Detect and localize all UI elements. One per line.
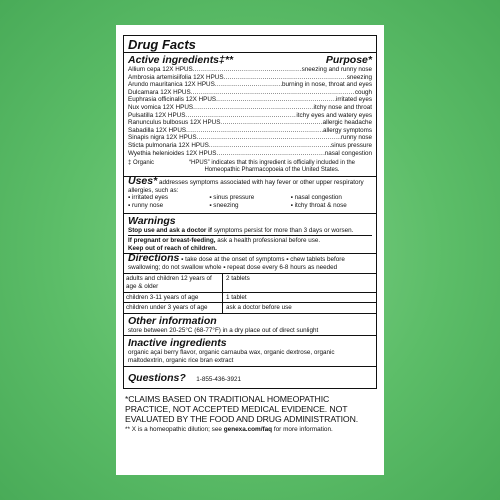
- ingredient-row: [128, 89, 372, 97]
- warn2-bold: If pregnant or breast-feeding,: [128, 237, 216, 245]
- faq-link[interactable]: genexa.com/faq: [223, 425, 273, 433]
- use-item: ▪ itchy throat & nose: [290, 201, 347, 209]
- inactive-text: organic açaí berry flavor, organic carnauba wax, organic dextrose, organic maltodextrin, organic rice bran extract: [128, 349, 335, 365]
- questions-phone: 1-855-436-3921: [196, 375, 242, 383]
- dilution-note-suffix: for more information.: [272, 425, 333, 433]
- leader-dots: [186, 127, 323, 135]
- use-item: ▪ sinus pressure: [209, 194, 255, 202]
- ingredient-purpose: burning in nose, throat and eyes: [282, 81, 372, 89]
- leader-dots: [224, 74, 347, 82]
- dosage-row: [124, 303, 376, 313]
- leader-dots: [209, 142, 331, 150]
- use-item: ▪ runny nose: [128, 201, 164, 209]
- ingredient-name: Euphrasia officinalis 12X HPUS: [128, 96, 217, 104]
- hpus-note-text: “HPUS” indicates that this ingredient is officially included in the Homeopathic Pharmacopoeia of the United States.: [189, 160, 355, 174]
- drug-facts-title: Drug Facts: [124, 36, 376, 53]
- dosage-amount: 2 tablets: [226, 275, 250, 283]
- warn3-text: Keep out of reach of children.: [128, 244, 217, 252]
- ingredient-name: Dulcamara 12X HPUS: [128, 88, 191, 96]
- ingredient-row: [128, 134, 372, 142]
- dilution-note: [123, 426, 377, 434]
- drug-facts-label: [116, 25, 384, 475]
- leader-dots: [220, 119, 322, 127]
- warnings-section: [124, 213, 376, 254]
- leader-dots: [185, 112, 296, 120]
- purpose-heading: Purpose*: [325, 54, 372, 66]
- other-info-heading: Other information: [128, 314, 217, 327]
- warn2-text: ask a health professional before use.: [215, 237, 321, 245]
- ingredient-name: Sticta pulmonaria 12X HPUS: [128, 141, 209, 149]
- ingredient-row: [128, 127, 372, 135]
- dosage-amount: ask a doctor before use: [226, 304, 292, 312]
- leader-dots: [193, 66, 302, 74]
- use-item: ▪ nasal congestion: [290, 194, 342, 202]
- hpus-note: [128, 160, 372, 176]
- ingredient-purpose: itchy nose and throat: [313, 103, 372, 111]
- other-info-text: store between 20-25°C (68-77°F) in a dry place out of direct sunlight: [128, 326, 319, 334]
- leader-dots: [193, 104, 313, 112]
- uses-list: [128, 194, 372, 211]
- questions-section: [124, 366, 376, 388]
- uses-section: [124, 176, 376, 212]
- ingredient-row: [128, 142, 372, 150]
- leader-dots: [215, 81, 282, 89]
- ingredient-name: Allium cepa 12X HPUS: [128, 66, 193, 73]
- leader-dots: [197, 134, 341, 142]
- ingredient-name: Pulsatilla 12X HPUS: [128, 111, 186, 119]
- use-item: ▪ irritated eyes: [128, 194, 169, 202]
- dilution-note-text: ** X is a homeopathic dilution; see: [125, 425, 224, 433]
- active-ingredients-heading: Active ingredients‡**: [128, 54, 234, 66]
- ingredient-row: [128, 74, 372, 82]
- dosage-row: [124, 274, 376, 292]
- ingredient-name: Sinapis nigra 12X HPUS: [128, 134, 197, 142]
- ingredient-purpose: irritated eyes: [335, 96, 372, 104]
- directions-text: ▪ take dose at the onset of symptoms ▪ chew tablets before swallowing; do not swallow whole ▪ repeat dose every 6-8 hours as needed: [128, 256, 345, 271]
- dosage-age: children 3-11 years of age: [124, 293, 223, 303]
- ingredient-name: Arundo mauritanica 12X HPUS: [128, 81, 215, 89]
- warn1-bold: Stop use and ask a doctor if: [128, 226, 212, 234]
- dosage-age: adults and children 12 years of age & older: [124, 274, 223, 291]
- uses-heading: Uses*: [128, 175, 158, 188]
- ingredient-row: [128, 104, 372, 112]
- ingredient-row: [128, 112, 372, 120]
- warnings-heading: Warnings: [128, 214, 176, 227]
- dosage-amount: 1 tablet: [226, 293, 247, 301]
- ingredient-name: Ambrosia artemisiifolia 12X HPUS: [128, 73, 224, 81]
- ingredient-purpose: allergy symptoms: [323, 126, 372, 134]
- ingredient-row: [128, 81, 372, 89]
- inactive-heading: Inactive ingredients: [128, 337, 227, 350]
- ingredient-purpose: allergic headache: [322, 119, 372, 127]
- leader-dots: [216, 96, 336, 104]
- questions-heading: Questions?: [128, 371, 186, 384]
- ingredient-row: [128, 150, 372, 158]
- ingredient-purpose: cough: [354, 88, 372, 96]
- ingredient-purpose: sinus pressure: [331, 141, 372, 149]
- ingredient-row: [128, 96, 372, 104]
- directions-heading: Directions: [128, 252, 180, 265]
- use-item: ▪ sneezing: [209, 201, 239, 209]
- inactive-section: [124, 335, 376, 365]
- ingredient-name: Ranunculus bulbosus 12X HPUS: [128, 119, 221, 127]
- ingredient-purpose: sneezing: [346, 73, 372, 81]
- ingredient-row: [128, 119, 372, 127]
- ingredient-name: Wyethia helenioides 12X HPUS: [128, 149, 217, 157]
- drug-facts-panel: [123, 35, 377, 389]
- ingredient-purpose: sneezing and runny nose: [301, 66, 372, 73]
- leader-dots: [217, 150, 325, 158]
- ingredient-purpose: runny nose: [340, 134, 372, 142]
- organic-note: ‡ Organic: [128, 160, 155, 167]
- ingredient-purpose: itchy eyes and watery eyes: [296, 111, 372, 119]
- claims-disclaimer: *CLAIMS BASED ON TRADITIONAL HOMEOPATHIC PRACTICE, NOT ACCEPTED MEDICAL EVIDENCE. NOT EVALUATED BY THE FOOD AND DRUG ADMINISTRATION.: [125, 393, 359, 424]
- ingredient-purpose: nasal congestion: [324, 149, 372, 157]
- ingredient-row: [128, 66, 372, 74]
- directions-section: [124, 253, 376, 273]
- active-ingredients-section: [124, 53, 376, 176]
- dosage-age: children under 3 years of age: [124, 303, 223, 313]
- uses-text: addresses symptoms associated with hay fever or other upper respiratory allergies, such as:: [128, 179, 364, 194]
- other-info-section: [124, 313, 376, 336]
- warn1-text: symptoms persist for more than 3 days or worsen.: [211, 226, 354, 234]
- leader-dots: [191, 89, 355, 97]
- dosage-row: [124, 293, 376, 304]
- dosage-table: [124, 273, 376, 312]
- ingredient-name: Sabadilla 12X HPUS: [128, 126, 187, 134]
- ingredients-list: [128, 66, 372, 157]
- ingredient-name: Nux vomica 12X HPUS: [128, 103, 194, 111]
